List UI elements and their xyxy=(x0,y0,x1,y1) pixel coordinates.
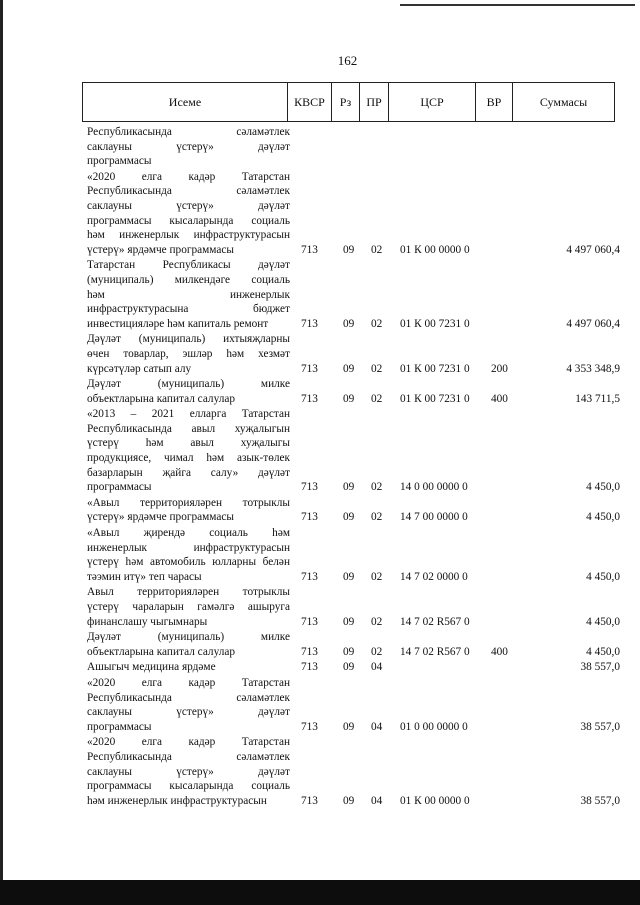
header-csr: ЦСР xyxy=(389,83,476,122)
table-row xyxy=(87,735,620,808)
header-vr: ВР xyxy=(476,83,513,122)
cell-rz: 09 xyxy=(343,720,355,733)
cell-csr: 01 К 00 0000 0 xyxy=(400,794,470,807)
row-name-line: инфраструктурасына бюджет xyxy=(87,303,290,316)
cell-csr: 14 7 02 R567 0 xyxy=(400,615,470,628)
row-name-line: һәм инженерлык инфраструктурасын xyxy=(87,229,290,242)
cell-vr: 400 xyxy=(491,392,508,405)
row-name xyxy=(87,258,290,331)
row-name-line: Республикасында сәламәтлек xyxy=(87,750,290,763)
cell-sum: 38 557,0 xyxy=(580,720,620,733)
cell-pr: 02 xyxy=(371,392,383,405)
row-name-line: һәм инженерлык xyxy=(87,288,290,301)
row-name-line: Республикасында авыл хуҗалыгын xyxy=(87,422,290,435)
row-name-line: продукциясе, чимал һәм азык-төлек xyxy=(87,452,290,465)
cell-rz: 09 xyxy=(343,570,355,583)
table-row xyxy=(87,660,620,675)
cell-pr: 02 xyxy=(371,511,383,524)
cell-pr: 04 xyxy=(371,661,383,674)
row-name-line: базарларын җайга салу» дәүләт xyxy=(87,466,290,479)
cell-sum: 4 450,0 xyxy=(586,615,620,628)
cell-vr: 200 xyxy=(491,362,508,375)
cell-kvsr: 713 xyxy=(301,661,318,674)
cell-rz: 09 xyxy=(343,511,355,524)
cell-kvsr: 713 xyxy=(301,243,318,256)
cell-rz: 09 xyxy=(343,645,355,658)
row-name-line: өчен товарлар, эшләр һәм хезмәт xyxy=(87,347,290,360)
top-rule xyxy=(400,4,635,6)
cell-sum: 4 450,0 xyxy=(586,645,620,658)
row-name-line: һәм инженерлык инфраструктурасын xyxy=(87,794,267,807)
scan-left-edge xyxy=(0,0,3,905)
row-name-line: (муниципаль) милкендәге социаль xyxy=(87,273,290,286)
table-header xyxy=(82,82,615,122)
table-row xyxy=(87,332,620,376)
cell-sum: 38 557,0 xyxy=(580,661,620,674)
row-name-line: Ашыгыч медицина ярдәме xyxy=(87,661,216,674)
row-name-line: программасы xyxy=(87,155,152,168)
row-name-line: Татарстан Республикасы дәүләт xyxy=(87,259,290,272)
cell-pr: 04 xyxy=(371,720,383,733)
table-row xyxy=(87,125,617,169)
row-name-line: күрсәтүләр сатып алу xyxy=(87,362,192,375)
row-name xyxy=(87,377,290,406)
table-row xyxy=(87,676,620,734)
row-name-line: «2020 елга кадәр Татарстан xyxy=(87,736,290,749)
cell-kvsr: 713 xyxy=(301,481,318,494)
row-name-line: үстерү» ярдәмче программасы xyxy=(87,511,234,524)
row-name xyxy=(87,735,290,808)
row-name-line: программасы xyxy=(87,720,152,733)
row-name-line: «2013 – 2021 елларга Татарстан xyxy=(87,408,290,421)
row-name-line: Республикасында сәламәтлек xyxy=(87,126,290,138)
row-name-line: үстерү чараларын гамәлгә ашыруга xyxy=(87,601,290,613)
cell-vr: 400 xyxy=(491,645,508,658)
table-body xyxy=(87,125,620,809)
cell-pr: 04 xyxy=(371,794,383,807)
cell-csr: 14 7 00 0000 0 xyxy=(400,511,468,524)
row-name xyxy=(87,676,290,734)
cell-csr: 14 7 02 0000 0 xyxy=(400,570,468,583)
row-name xyxy=(87,630,290,659)
cell-rz: 09 xyxy=(343,243,355,256)
cell-rz: 09 xyxy=(343,615,355,628)
row-name-line: үстерү һәм авыл хуҗалыгы xyxy=(87,437,290,450)
row-name-line: «Авыл җирендә социаль һәм xyxy=(87,527,290,540)
cell-csr: 14 7 02 R567 0 xyxy=(400,645,470,658)
row-name-line: тәэмин итү» теп чарасы xyxy=(87,570,202,583)
cell-sum: 4 450,0 xyxy=(586,511,620,524)
row-name-line: программасы кысаларында социаль xyxy=(87,780,290,793)
header-kvsr: КВСР xyxy=(288,83,332,122)
cell-kvsr: 713 xyxy=(301,645,318,658)
cell-kvsr: 713 xyxy=(301,317,318,330)
row-name xyxy=(87,170,290,258)
cell-sum: 38 557,0 xyxy=(580,794,620,807)
row-name-line: үстерү һәм автомобиль юлларны белән xyxy=(87,556,290,569)
row-name-line: инвестицияләре һәм капиталь ремонт xyxy=(87,317,269,330)
cell-sum: 143 711,5 xyxy=(575,392,620,405)
table-row xyxy=(87,258,620,331)
cell-csr: 01 К 00 7231 0 xyxy=(400,392,470,405)
row-name-line: Авыл территорияләрен тотрыклы xyxy=(87,586,290,599)
cell-rz: 09 xyxy=(343,392,355,405)
cell-kvsr: 713 xyxy=(301,720,318,733)
cell-pr: 02 xyxy=(371,645,383,658)
cell-pr: 02 xyxy=(371,615,383,628)
row-name-line: Республикасында сәламәтлек xyxy=(87,185,290,198)
cell-kvsr: 713 xyxy=(301,615,318,628)
cell-sum: 4 497 060,4 xyxy=(566,317,620,330)
row-name-line: саклауны үстерү» дәүләт xyxy=(87,199,290,212)
cell-csr: 14 0 00 0000 0 xyxy=(400,481,468,494)
table-row xyxy=(87,496,620,525)
row-name-line: объектларына капитал салулар xyxy=(87,645,236,658)
table-row xyxy=(87,630,620,659)
cell-pr: 02 xyxy=(371,317,383,330)
cell-kvsr: 713 xyxy=(301,511,318,524)
cell-rz: 09 xyxy=(343,794,355,807)
row-name-line: «2020 елга кадәр Татарстан xyxy=(87,170,290,183)
cell-kvsr: 713 xyxy=(301,570,318,583)
cell-rz: 09 xyxy=(343,317,355,330)
cell-sum: 4 353 348,9 xyxy=(566,362,620,375)
row-name-line: Дәүләт (муниципаль) милке xyxy=(87,631,290,644)
cell-sum: 4 450,0 xyxy=(586,481,620,494)
row-name-line: программасы xyxy=(87,481,152,494)
row-name-line: саклауны үстерү» дәүләт xyxy=(87,706,290,719)
cell-pr: 02 xyxy=(371,570,383,583)
cell-csr: 01 0 00 0000 0 xyxy=(400,720,468,733)
row-name-line: үстерү» ярдәмче программасы xyxy=(87,243,234,256)
header-pr: ПР xyxy=(360,83,389,122)
cell-csr: 01 К 00 0000 0 xyxy=(400,243,470,256)
row-name xyxy=(87,332,290,376)
cell-rz: 09 xyxy=(343,362,355,375)
row-name-line: финанслашу чыгымнары xyxy=(87,615,208,628)
row-name-line: Дәүләт (муниципаль) ихтыяҗларны xyxy=(87,333,290,346)
row-name xyxy=(87,660,290,675)
row-name-line: программасы кысаларында социаль xyxy=(87,214,290,227)
header-name: Исеме xyxy=(83,83,288,122)
cell-csr: 01 К 00 7231 0 xyxy=(400,317,470,330)
row-name-line: Дәүләт (муниципаль) милке xyxy=(87,378,290,391)
cell-pr: 02 xyxy=(371,362,383,375)
table-row xyxy=(87,170,620,258)
table-row xyxy=(87,377,620,406)
table-row xyxy=(87,585,620,629)
cell-kvsr: 713 xyxy=(301,794,318,807)
row-name-line: саклауны үстерү» дәүләт xyxy=(87,140,290,153)
header-rz: Рз xyxy=(332,83,360,122)
table-row xyxy=(87,407,620,495)
row-name-line: «Авыл территорияләрен тотрыклы xyxy=(87,496,290,509)
cell-csr: 01 К 00 7231 0 xyxy=(400,362,470,375)
cell-rz: 09 xyxy=(343,661,355,674)
page-number: 162 xyxy=(337,53,358,68)
row-name-line: Республикасында сәламәтлек xyxy=(87,691,290,704)
cell-rz: 09 xyxy=(343,481,355,494)
row-name xyxy=(87,407,290,495)
scan-bottom-edge xyxy=(0,880,640,905)
header-sum: Суммасы xyxy=(513,83,615,122)
cell-pr: 02 xyxy=(371,243,383,256)
cell-sum: 4 450,0 xyxy=(586,570,620,583)
row-name xyxy=(87,125,290,169)
cell-sum: 4 497 060,4 xyxy=(566,243,620,256)
table-row xyxy=(87,526,620,584)
row-name xyxy=(87,496,290,525)
row-name-line: саклауны үстерү» дәүләт xyxy=(87,765,290,778)
cell-kvsr: 713 xyxy=(301,362,318,375)
row-name-line: инженерлык инфраструктурасын xyxy=(87,541,290,554)
cell-kvsr: 713 xyxy=(301,392,318,405)
row-name xyxy=(87,526,290,584)
row-name-line: «2020 елга кадәр Татарстан xyxy=(87,676,290,689)
row-name-line: объектларына капитал салулар xyxy=(87,392,236,405)
row-name xyxy=(87,585,290,629)
cell-pr: 02 xyxy=(371,481,383,494)
